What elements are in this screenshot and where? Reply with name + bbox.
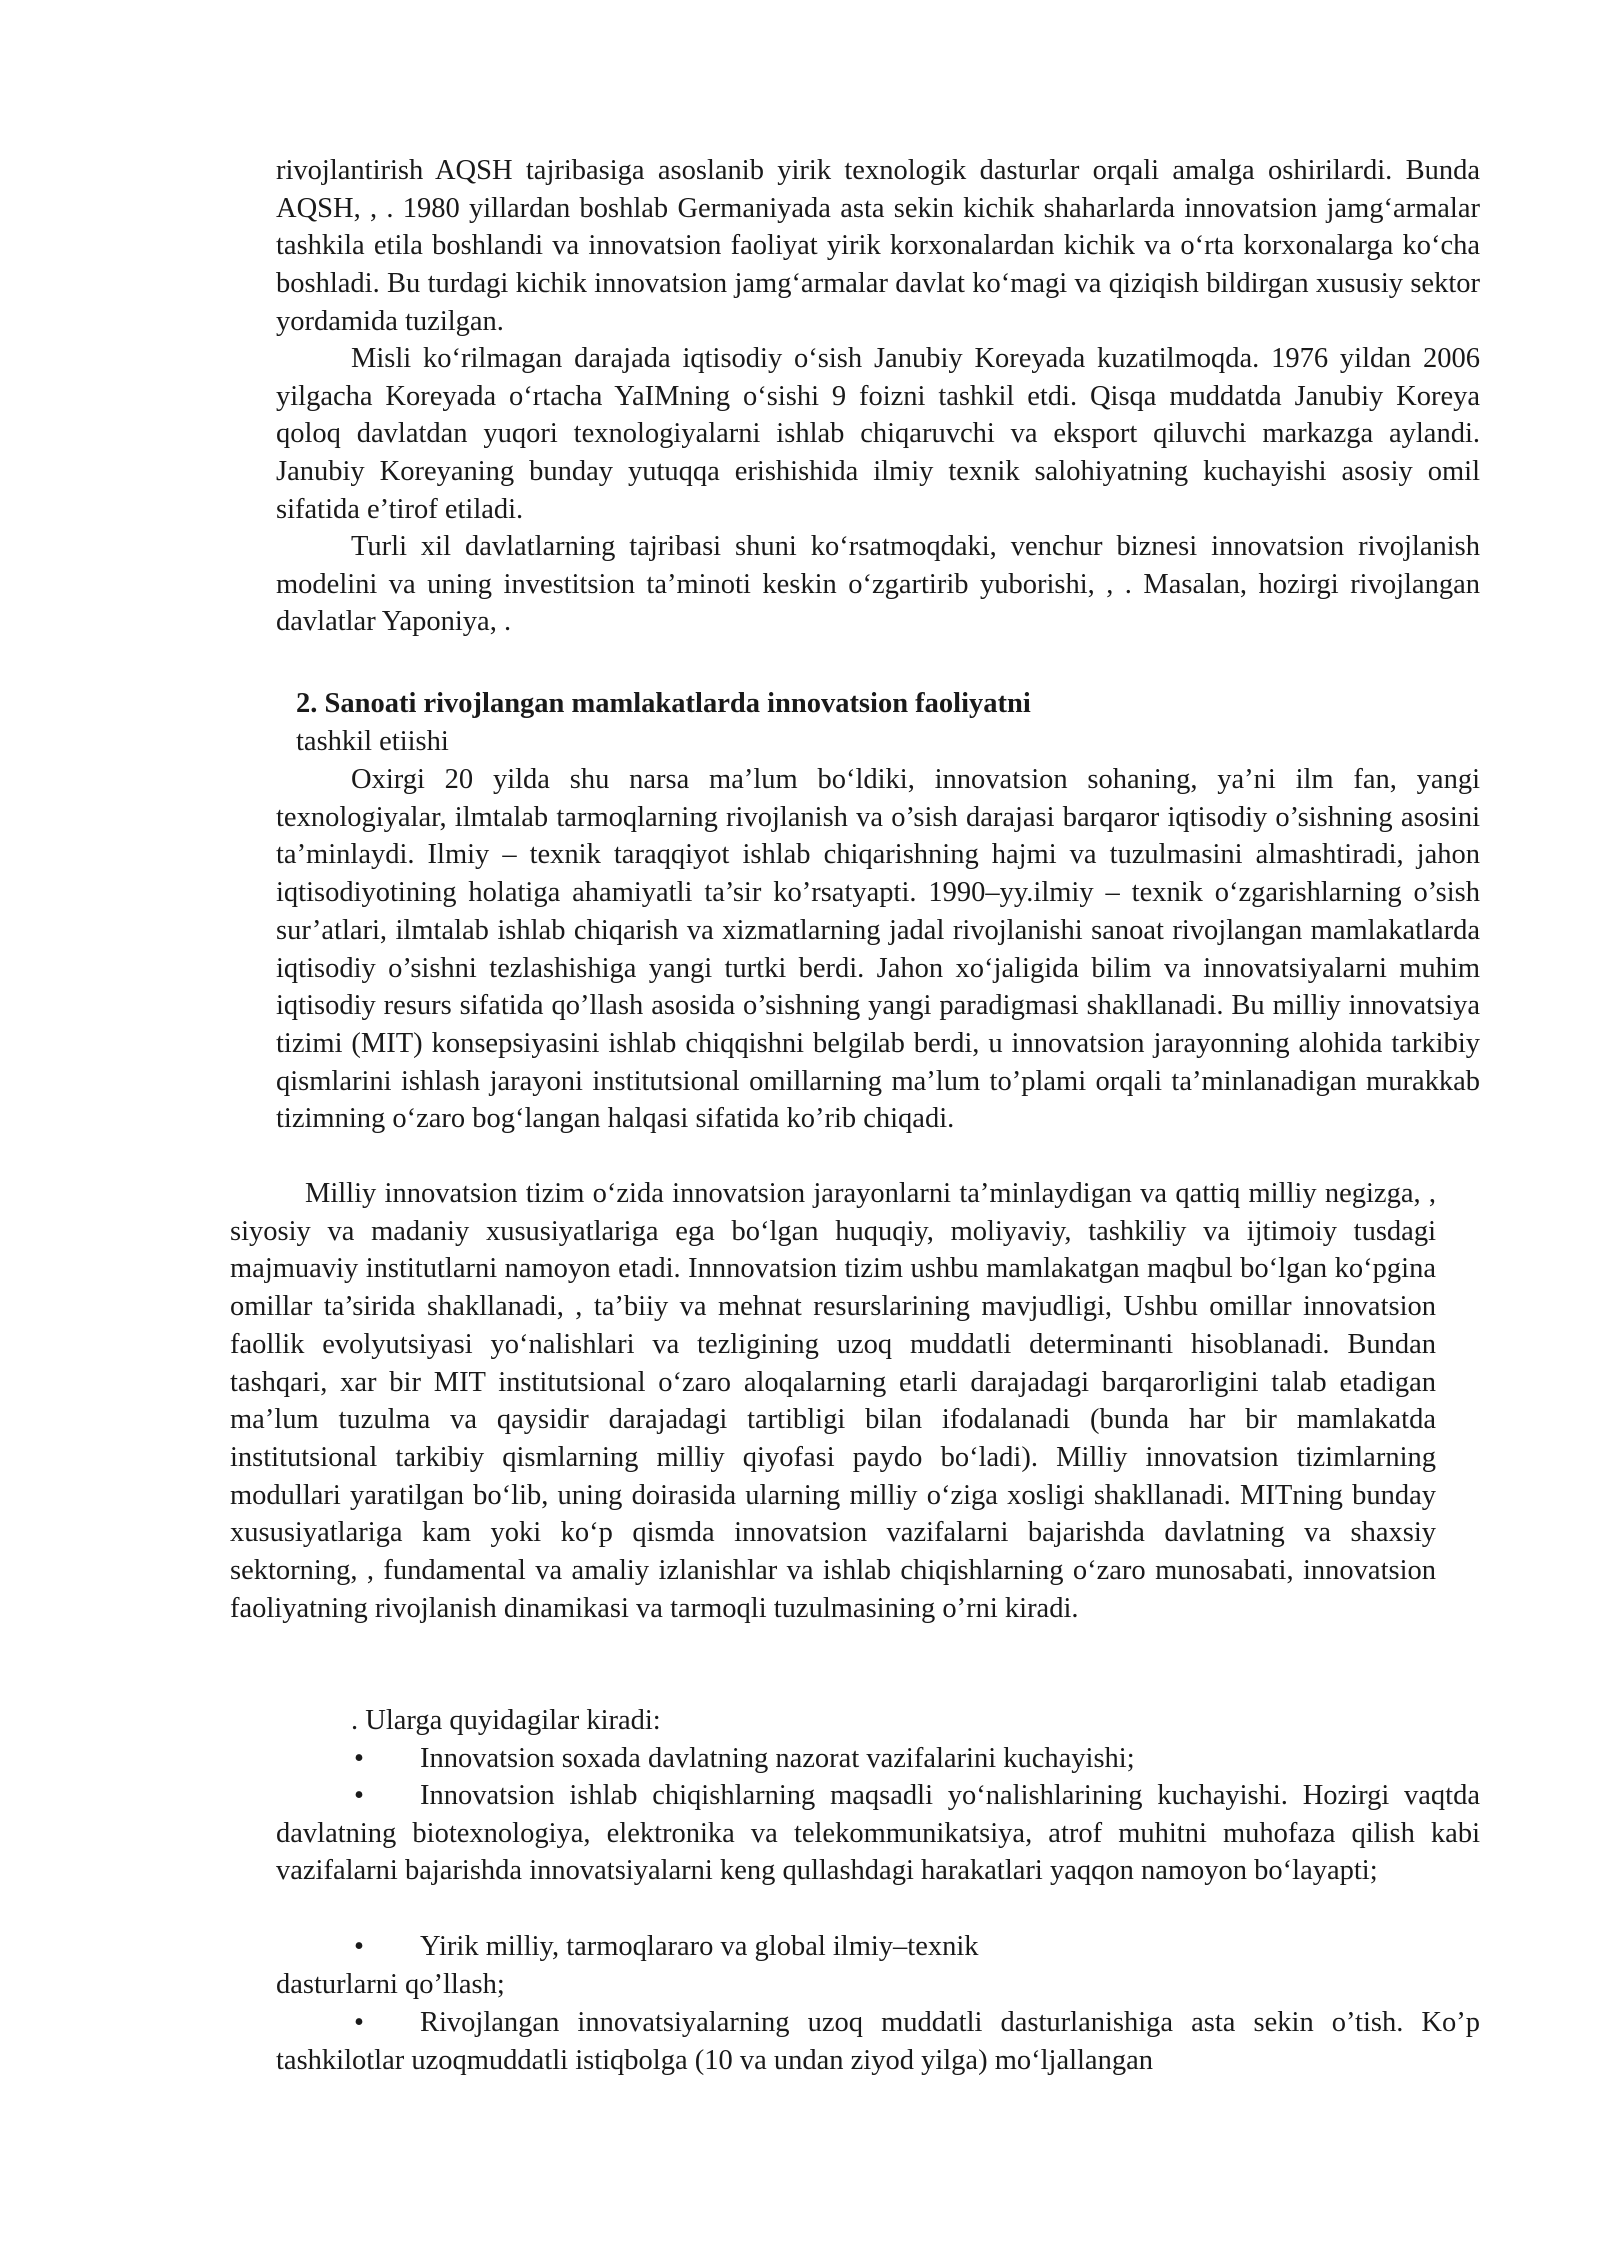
bullet-icon: • [354, 1780, 364, 1811]
paragraph-south-korea: Misli ko‘rilmagan darajada iqtisodiy o‘sish Janubiy Koreyada kuzatilmoqda. 1976 yildan 2006 yilgacha Koreyada o‘rtacha YaIMning o‘sishi 9 foizni tashkil etdi. Qisqa muddatda Janubiy Koreya qoloq davlatdan yuqori texnologiyalarni ishlab chiqaruvchi va eksport qiluvchi markazga aylandi. Janubiy Koreyaning bunday yutuqqa erishishida ilmiy texnik salohiyatning kuchayishi asosiy omil sifatida e’tirof etiladi. [276, 343, 1480, 525]
list-item [276, 1928, 1480, 2003]
paragraph-venture-business: Turli xil davlatlarning tajribasi shuni ko‘rsatmoqdaki, venchur biznesi innovatsion rivojlanish modelini va uning investitsion ta’minoti keskin o‘zgartirib yuborishi, , . Masalan, hozirgi rivojlangan davlatlar Yaponiya, . [276, 531, 1480, 638]
paragraph-list-intro: . Ularga quyidagilar kiradi: [351, 1705, 661, 1736]
list-item-text-continuation: dasturlarni qo’llash; [276, 1968, 505, 2000]
paragraph-usa-germany: rivojlantirish AQSH tajribasiga asoslanib yirik texnologik dasturlar orqali amalga oshirilardi. Bunda AQSH, , . 1980 yillardan boshlab Germaniyada asta sekin kichik shaharlarda innovatsion jamg‘armalar tashkila etila boshlandi va innovatsion faoliyat yirik korxonalardan kichik va o‘rta korxonalarga ko‘cha boshladi. Bu turdagi kichik innovatsion jamg‘armalar davlat ko‘magi va qiziqish bildirgan xususiy sektor yordamida tuzilgan. [276, 155, 1480, 337]
bullet-icon: • [354, 1743, 364, 1774]
paragraph-national-innovation-system: Milliy innovatsion tizim o‘zida innovatsion jarayonlarni ta’minlaydigan va qattiq milliy negizga, , siyosiy va madaniy xususiyatlariga ega bo‘lgan huquqiy, moliyaviy, tashkiliy va ijtimoiy tusdagi majmuaviy institutlarni namoyon etadi. Innnovatsion tizim ushbu mamlakatgan maqbul bo‘lgan ko‘pgina omillar ta’sirida shakllanadi, , ta’biiy va mehnat resurslarining mavjudligi, Ushbu omillar innovatsion faollik evolyutsiyasi yo‘nalishlari va tezligining uzoq muddatli determinanti hisoblanadi. Bundan tashqari, xar bir MIT institutsional o‘zaro aloqalarning etarli darajadagi barqarorligini talab etadigan ma’lum tuzulma va qaysidir darajadagi tartibligi bilan ifodalanadi (bunda har bir mamlakatda institutsional tarkibiy qismlarning milliy qiyofasi paydo bo‘ladi). Milliy innovatsion tizimlarning modullari yaratilgan bo‘lib, uning doirasida ularning milliy o‘ziga xosligi shakllanadi. MITning bunday xususiyatlariga kam yoki ko‘p qismda innovatsion vazifalarni bajarishda davlatning va shaxsiy sektorning, , fundamental va amaliy izlanishlar va ishlab chiqishlarning o‘zaro munosabati, innovatsion faoliyatning rivojlanish dinamikasi va tarmoqli tuzulmasining o’rni kiradi. [230, 1178, 1436, 1624]
list-item-text: Rivojlangan innovatsiyalarning uzoq muddatli dasturlanishiga asta sekin o’tish. Ko’p tashkilotlar uzoqmuddatli istiqbolga (10 va undan ziyod yilga) mo‘ljallangan [276, 2007, 1480, 2076]
list-item-text: Innovatsion soxada davlatning nazorat vazifalarini kuchayishi; [420, 1743, 1135, 1774]
section-heading-title: 2. Sanoati rivojlangan mamlakatlarda innovatsion faoliyatni [296, 688, 1031, 719]
list-item [276, 1740, 1480, 1778]
bullet-icon: • [354, 2007, 364, 2038]
list-item-text: Yirik milliy, tarmoqlararo va global ilmiy–texnik [420, 1931, 979, 1962]
section-heading [296, 685, 1476, 760]
bullet-icon: • [354, 1931, 364, 1962]
list-item-text: Innovatsion ishlab chiqishlarning maqsadli yo‘nalishlarining kuchayishi. Hozirgi vaqtda davlatning biotexnologiya, elektronika va telekommunikatsiya, atrof muhitni muhofaza qilish kabi vazifalarni bajarishda innovatsiyalarni keng qullashdagi harakatlari yaqqon namoyon bo‘layapti; [276, 1780, 1480, 1887]
list-item [276, 1777, 1480, 1890]
section-heading-continuation: tashkil etiishi [296, 725, 449, 757]
list-item [276, 2004, 1480, 2079]
paragraph-last-20-years: Oxirgi 20 yilda shu narsa ma’lum bo‘ldiki, innovatsion sohaning, ya’ni ilm fan, yangi texnologiyalar, ilmtalab tarmoqlarning rivojlanish va o’sish darajasi barqaror iqtisodiy o’sishning asosini ta’minlaydi. Ilmiy – texnik taraqqiyot ishlab chiqarishning hajmi va tuzulmasini almashtiradi, jahon iqtisodiyotining holatiga ahamiyatli ta’sir ko’rsatyapti. 1990–yy.ilmiy – texnik o‘zgarishlarning o’sish sur’atlari, ilmtalab ishlab chiqarish va xizmatlarning jadal rivojlanishi sanoat rivojlangan mamlakatlarda iqtisodiy o’sishni tezlashishiga yangi turtki berdi. Jahon xo‘jaligida bilim va innovatsiyalarni muhim iqtisodiy resurs sifatida qo’llash asosida o’sishning yangi paradigmasi shakllanadi. Bu milliy innovatsiya tizimi (MIT) konsepsiyasini ishlab chiqqishni belgilab berdi, u innovatsion jarayonning alohida tarkibiy qismlarini ishlash jarayoni institutsional omillarning ma’lum to’plami orqali ta’minlanadigan murakkab tizimning o‘zaro bog‘langan halqasi sifatida ko’rib chiqadi. [276, 764, 1480, 1135]
